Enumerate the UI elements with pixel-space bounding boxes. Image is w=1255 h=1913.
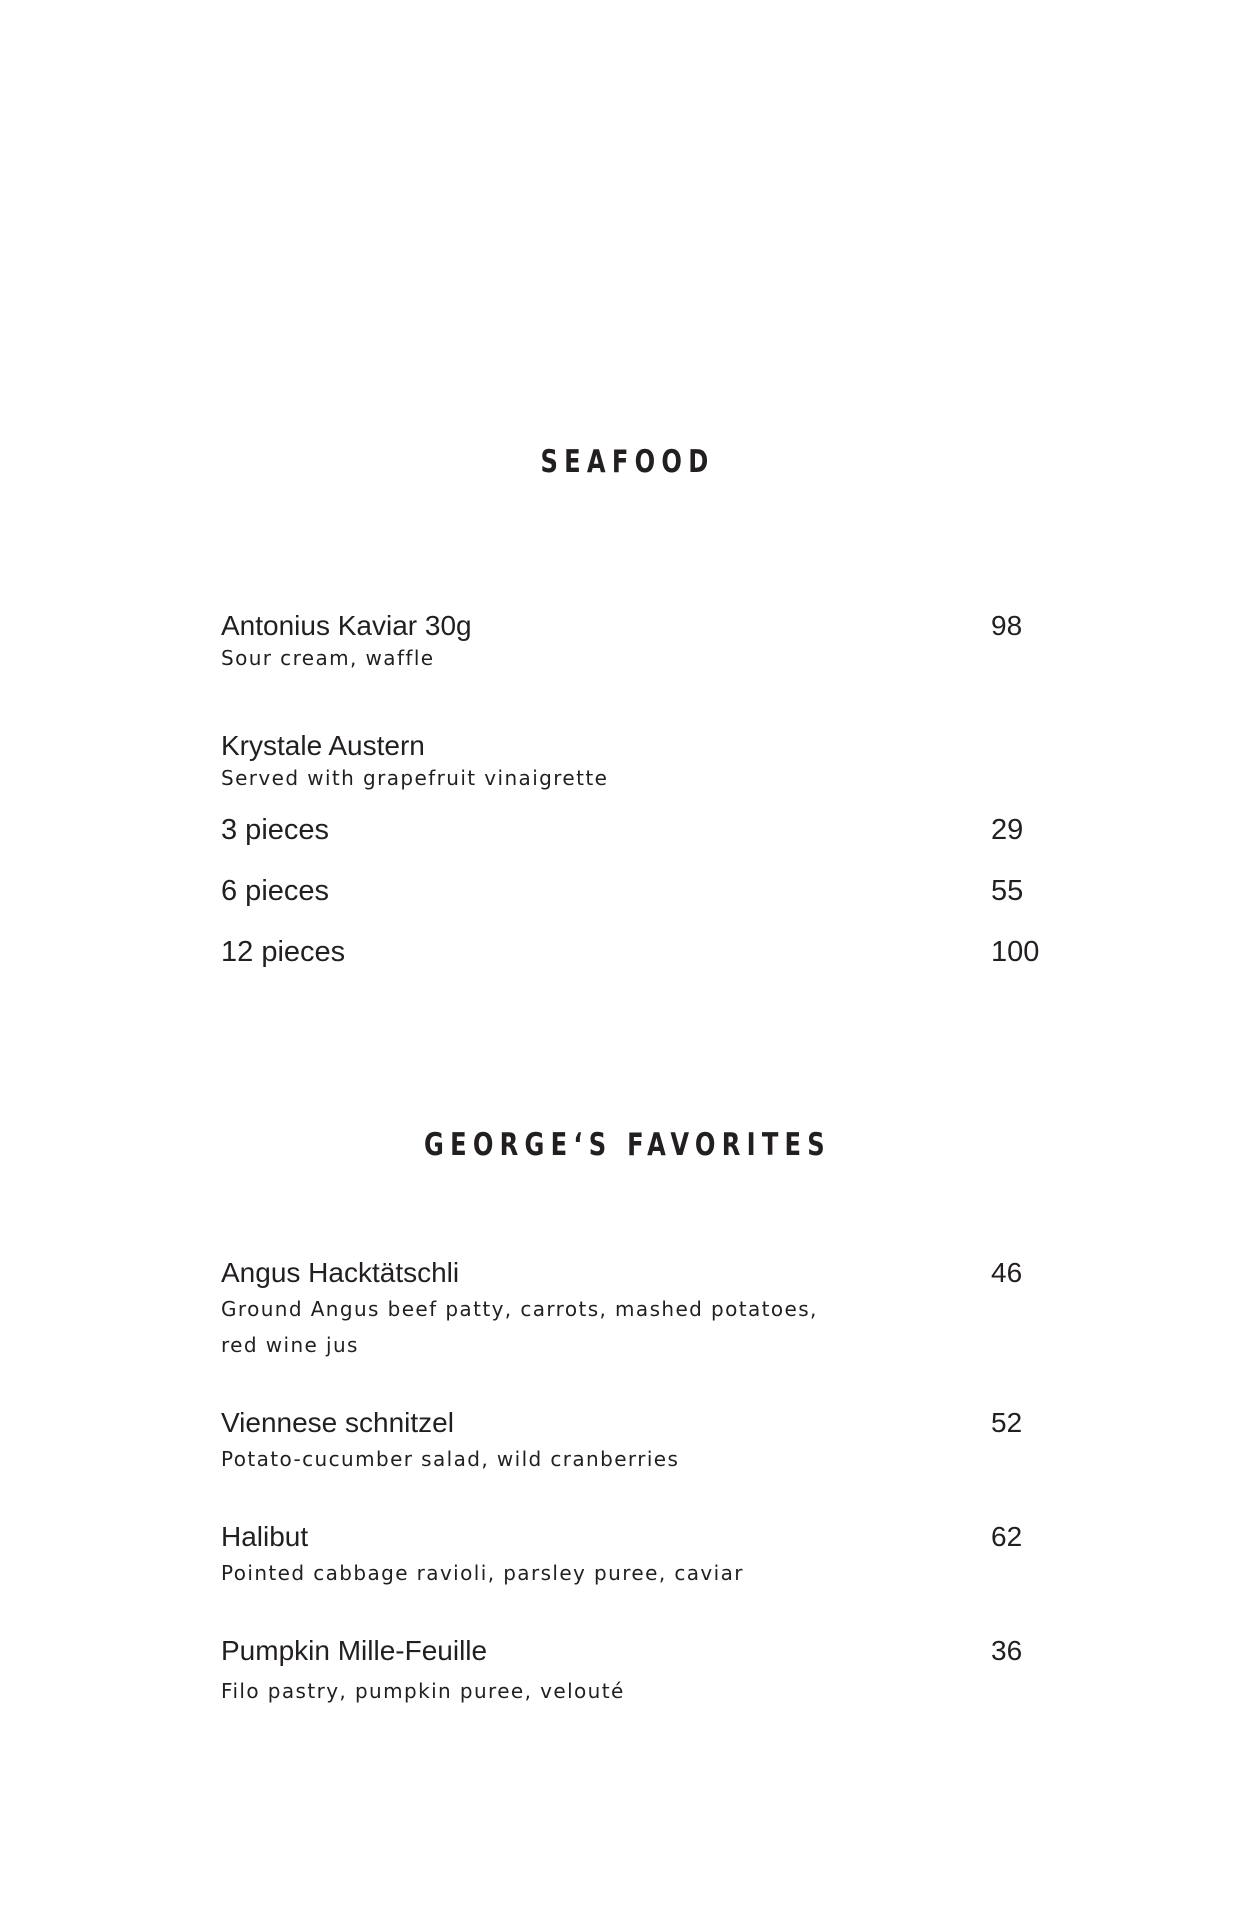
description-line: red wine jus bbox=[221, 1333, 359, 1357]
menu-item-description bbox=[221, 1555, 744, 1591]
menu-item-description bbox=[221, 640, 434, 676]
menu-item-price: 62 bbox=[991, 1521, 1023, 1552]
menu-item-pumpkin-mille-feuille bbox=[221, 1637, 1041, 1677]
menu-item-price: 36 bbox=[991, 1635, 1023, 1666]
description-line: Filo pastry, pumpkin puree, velouté bbox=[221, 1679, 625, 1703]
description-line: Pointed cabbage ravioli, parsley puree, caviar bbox=[221, 1561, 744, 1585]
menu-option-label: 3 pieces bbox=[221, 814, 330, 846]
menu-item-price: 52 bbox=[991, 1407, 1023, 1438]
description-line: Served with grapefruit vinaigrette bbox=[221, 766, 609, 790]
description-line: Potato-cucumber salad, wild cranberries bbox=[221, 1447, 680, 1471]
menu-item-description bbox=[221, 1673, 625, 1709]
menu-option-row bbox=[221, 938, 1041, 978]
menu-item-name: Pumpkin Mille-Feuille bbox=[221, 1635, 488, 1666]
menu-item-name: Antonius Kaviar 30g bbox=[221, 610, 472, 641]
menu-item-description bbox=[221, 1291, 818, 1363]
menu-item-name: Krystale Austern bbox=[221, 730, 425, 761]
section-heading-seafood: SEAFOOD bbox=[540, 444, 715, 480]
menu-item-price: 46 bbox=[991, 1257, 1023, 1288]
menu-item-name: Angus Hacktätschli bbox=[221, 1257, 460, 1288]
menu-option-label: 12 pieces bbox=[221, 936, 346, 968]
menu-item-price: 98 bbox=[991, 610, 1023, 641]
menu-item-description bbox=[221, 760, 608, 796]
menu-item-name: Viennese schnitzel bbox=[221, 1407, 454, 1438]
menu-option-row bbox=[221, 816, 1041, 856]
menu-option-price: 55 bbox=[991, 875, 1024, 907]
description-line: Sour cream, waffle bbox=[221, 646, 435, 670]
menu-option-price: 100 bbox=[991, 936, 1040, 968]
menu-option-label: 6 pieces bbox=[221, 875, 330, 907]
menu-item-description bbox=[221, 1441, 679, 1477]
section-heading-georges-favorites: GEORGE‘S FAVORITES bbox=[424, 1127, 831, 1163]
description-line: Ground Angus beef patty, carrots, mashed potatoes, bbox=[221, 1297, 818, 1321]
menu-option-price: 29 bbox=[991, 814, 1024, 846]
menu-option-row bbox=[221, 877, 1041, 917]
menu-item-name: Halibut bbox=[221, 1521, 309, 1552]
